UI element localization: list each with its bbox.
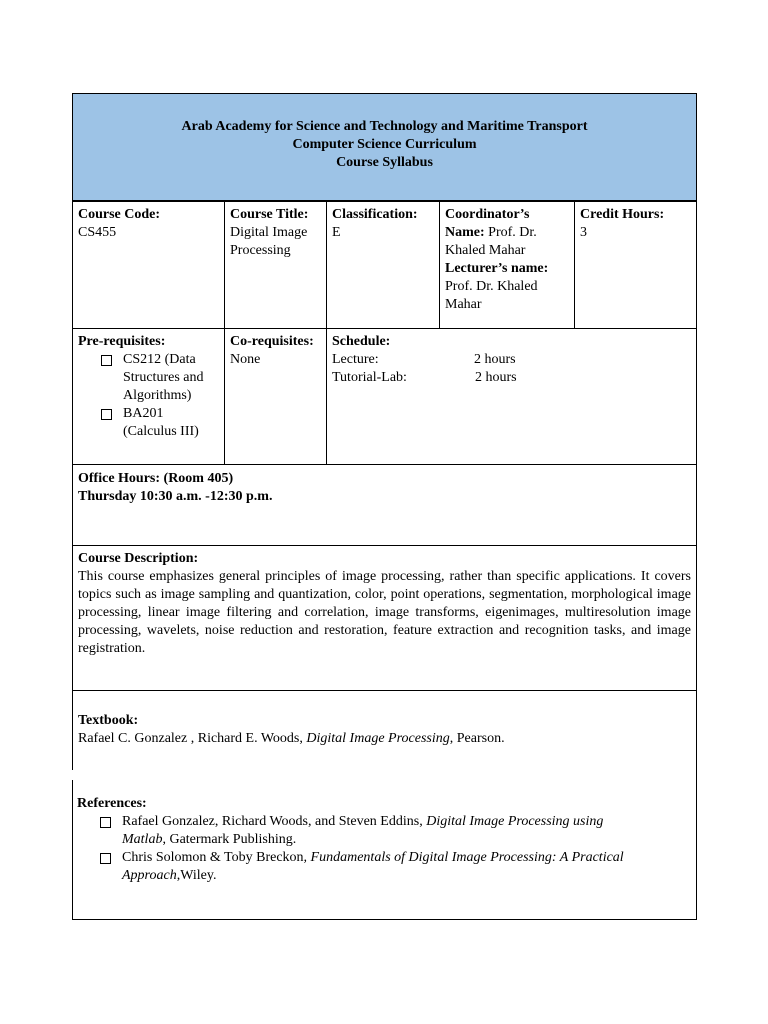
coordinator-cell — [439, 202, 574, 328]
textbook-publisher: , Pearson. — [449, 731, 505, 746]
checkbox-icon — [101, 409, 112, 420]
reference-publisher: ,Wiley. — [176, 868, 217, 883]
prerequisite-text: Algorithms) — [123, 388, 192, 403]
reference-title: Approach — [122, 868, 177, 883]
course-code-value: CS455 — [78, 225, 117, 240]
reference-authors: Rafael Gonzalez, Richard Woods, and Steven Eddins, — [122, 814, 427, 829]
coordinator-name-line1: Prof. Dr. — [484, 225, 537, 240]
coordinator-name-line2: Khaled Mahar — [445, 243, 526, 258]
lecturer-label: Lecturer’s name: — [445, 261, 549, 276]
credit-hours-value: 3 — [580, 225, 587, 240]
corequisites-label: Co-requisites: — [230, 334, 314, 349]
lecture-label: Lecture: — [332, 352, 379, 367]
coordinator-label: Coordinator’s — [445, 207, 530, 222]
corequisites-cell — [224, 329, 326, 464]
credit-hours-cell — [574, 202, 696, 328]
institution-name: Arab Academy for Science and Technology and Maritime Transport — [181, 119, 588, 134]
course-code-label: Course Code: — [78, 207, 161, 222]
textbook-section — [72, 690, 697, 770]
reference-title: Digital Image Processing using — [426, 814, 604, 829]
reference-authors: Chris Solomon & Toby Breckon — [122, 850, 304, 865]
classification-value: E — [332, 225, 341, 240]
prerequisite-item — [78, 351, 219, 405]
syllabus-title: Course Syllabus — [336, 155, 433, 170]
course-description-label: Course Description: — [78, 551, 199, 566]
textbook-title: Digital Image Processing — [306, 731, 450, 746]
textbook-citation — [78, 730, 505, 748]
reference-publisher: , Gatermark Publishing. — [162, 832, 297, 847]
textbook-label: Textbook: — [78, 713, 139, 728]
office-hours-section — [72, 464, 697, 546]
course-title-cell — [224, 202, 326, 328]
prerequisite-item — [78, 405, 219, 441]
reference-title: , Fundamentals of Digital Image Processing: A Practical — [303, 850, 624, 865]
references-label: References: — [77, 796, 147, 811]
schedule-lab — [332, 369, 691, 387]
schedule-label: Schedule: — [332, 334, 391, 349]
textbook-authors: Rafael C. Gonzalez , Richard E. Woods, — [78, 731, 307, 746]
classification-label: Classification: — [332, 207, 418, 222]
corequisites-value: None — [230, 352, 261, 367]
checkbox-icon — [100, 853, 111, 864]
reference-item — [77, 813, 691, 849]
office-hours-time: Thursday 10:30 a.m. -12:30 p.m. — [78, 489, 273, 504]
course-title-line2: Processing — [230, 243, 291, 258]
prerequisite-text: BA201 — [123, 406, 164, 421]
schedule-lecture — [332, 351, 691, 369]
course-title-line1: Digital Image — [230, 225, 308, 240]
course-description-section — [72, 545, 697, 691]
schedule-cell — [326, 329, 696, 464]
syllabus-header — [72, 93, 697, 201]
checkbox-icon — [101, 355, 112, 366]
prerequisites-label: Pre-requisites: — [78, 334, 166, 349]
lab-hours: 2 hours — [475, 370, 517, 385]
credit-hours-label: Credit Hours: — [580, 207, 665, 222]
checkbox-icon — [100, 817, 111, 828]
course-info-row — [72, 201, 697, 329]
classification-cell — [326, 202, 439, 328]
lecture-hours: 2 hours — [474, 352, 516, 367]
lecturer-name-line2: Mahar — [445, 297, 482, 312]
prerequisites-cell — [73, 329, 224, 464]
lecturer-name-line1: Prof. Dr. Khaled — [445, 279, 538, 294]
coordinator-name-label: Name: — [445, 225, 485, 240]
course-code-cell — [73, 202, 224, 328]
course-title-label: Course Title: — [230, 207, 309, 222]
office-hours-label: Office Hours: (Room 405) — [78, 471, 234, 486]
lab-label: Tutorial-Lab: — [332, 370, 407, 385]
references-section — [72, 770, 697, 920]
requisites-row — [72, 328, 697, 465]
reference-title: Matlab — [122, 832, 163, 847]
course-description-text: This course emphasizes general principles of image processing, rather than specific applications. It covers topics such as image sampling and quantization, color, point operations, segmentation, morphological image processing, linear image filtering and correlation, image transforms, eigenimages, multiresolution image processing, wavelets, noise reduction and restoration, feature extraction and recognition tasks, and image registration. — [78, 569, 691, 656]
prerequisite-text: Structures and — [123, 370, 204, 385]
curriculum-title: Computer Science Curriculum — [292, 137, 477, 152]
prerequisite-text: CS212 (Data — [123, 352, 196, 367]
prerequisite-text: (Calculus III) — [123, 424, 199, 439]
reference-item — [77, 849, 691, 885]
